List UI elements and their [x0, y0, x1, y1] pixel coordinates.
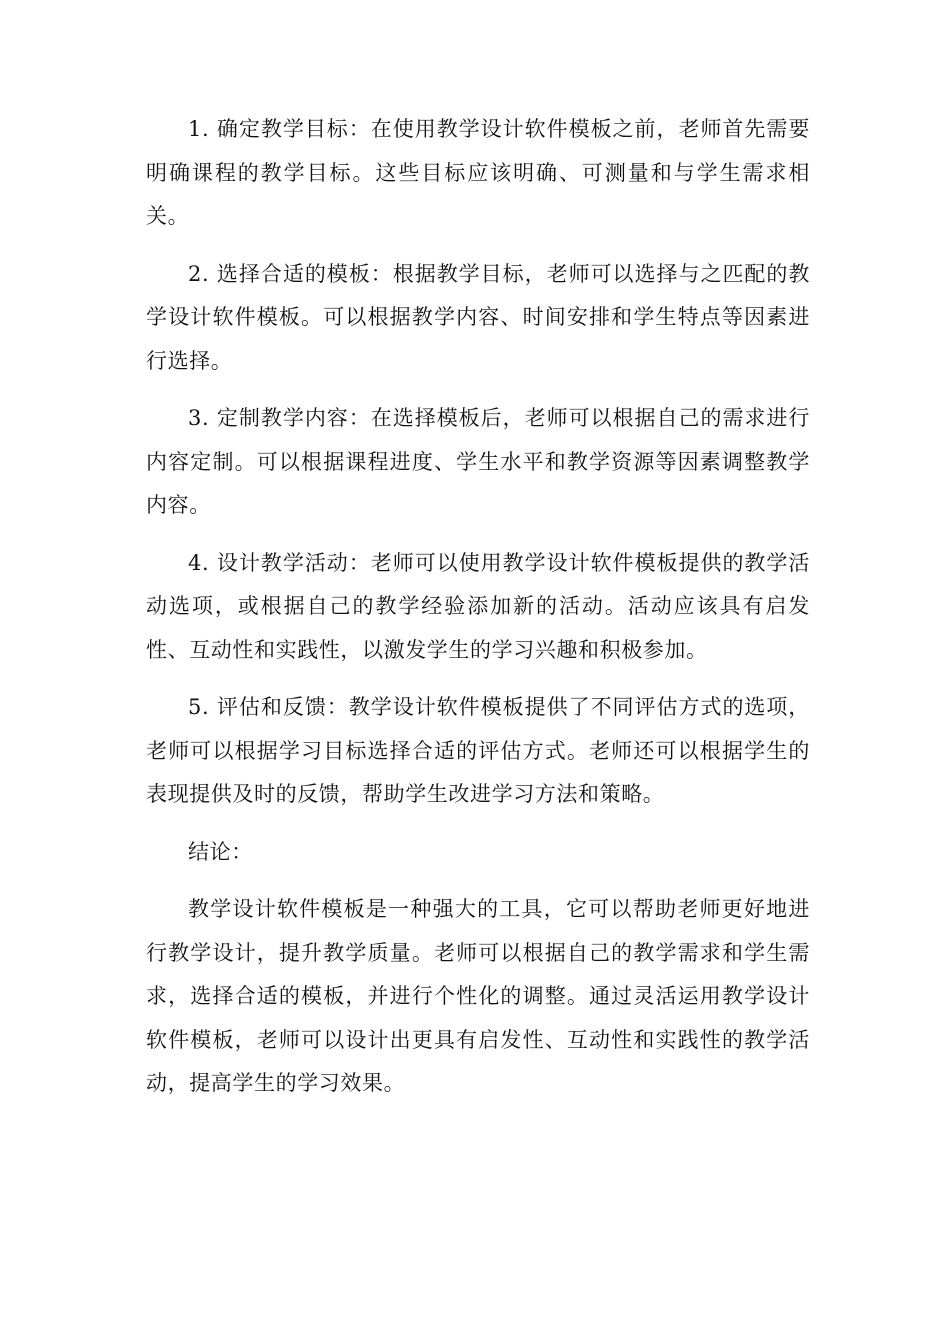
document-body	[146, 108, 810, 1120]
conclusion-heading: 结论：	[188, 839, 253, 864]
paragraph-step-4: 4. 设计教学活动：老师可以使用教学设计软件模板提供的教学活动选项，或根据自己的教学经验添加新的活动。活动应该具有启发性、互动性和实践性，以激发学生的学习兴趣和积极参加。	[146, 550, 810, 662]
paragraph-step-1: 1. 确定教学目标：在使用教学设计软件模板之前，老师首先需要明确课程的教学目标。这些目标应该明确、可测量和与学生需求相关。	[146, 117, 810, 228]
paragraph-step-5: 5. 评估和反馈：教学设计软件模板提供了不同评估方式的选项，老师可以根据学习目标选择合适的评估方式。老师还可以根据学生的表现提供及时的反馈，帮助学生改进学习方法和策略。	[146, 695, 810, 806]
paragraph-step-2: 2. 选择合适的模板：根据教学目标，老师可以选择与之匹配的教学设计软件模板。可以根据教学内容、时间安排和学生特点等因素进行选择。	[146, 261, 810, 373]
paragraph-step-3: 3. 定制教学内容：在选择模板后，老师可以根据自己的需求进行内容定制。可以根据课程进度、学生水平和教学资源等因素调整教学内容。	[146, 406, 810, 517]
conclusion-paragraph: 教学设计软件模板是一种强大的工具，它可以帮助老师更好地进行教学设计，提升教学质量。老师可以根据自己的教学需求和学生需求，选择合适的模板，并进行个性化的调整。通过灵活运用教学设计软件模板，老师可以设计出更具有启发性、互动性和实践性的教学活动，提高学生的学习效果。	[146, 897, 810, 1095]
